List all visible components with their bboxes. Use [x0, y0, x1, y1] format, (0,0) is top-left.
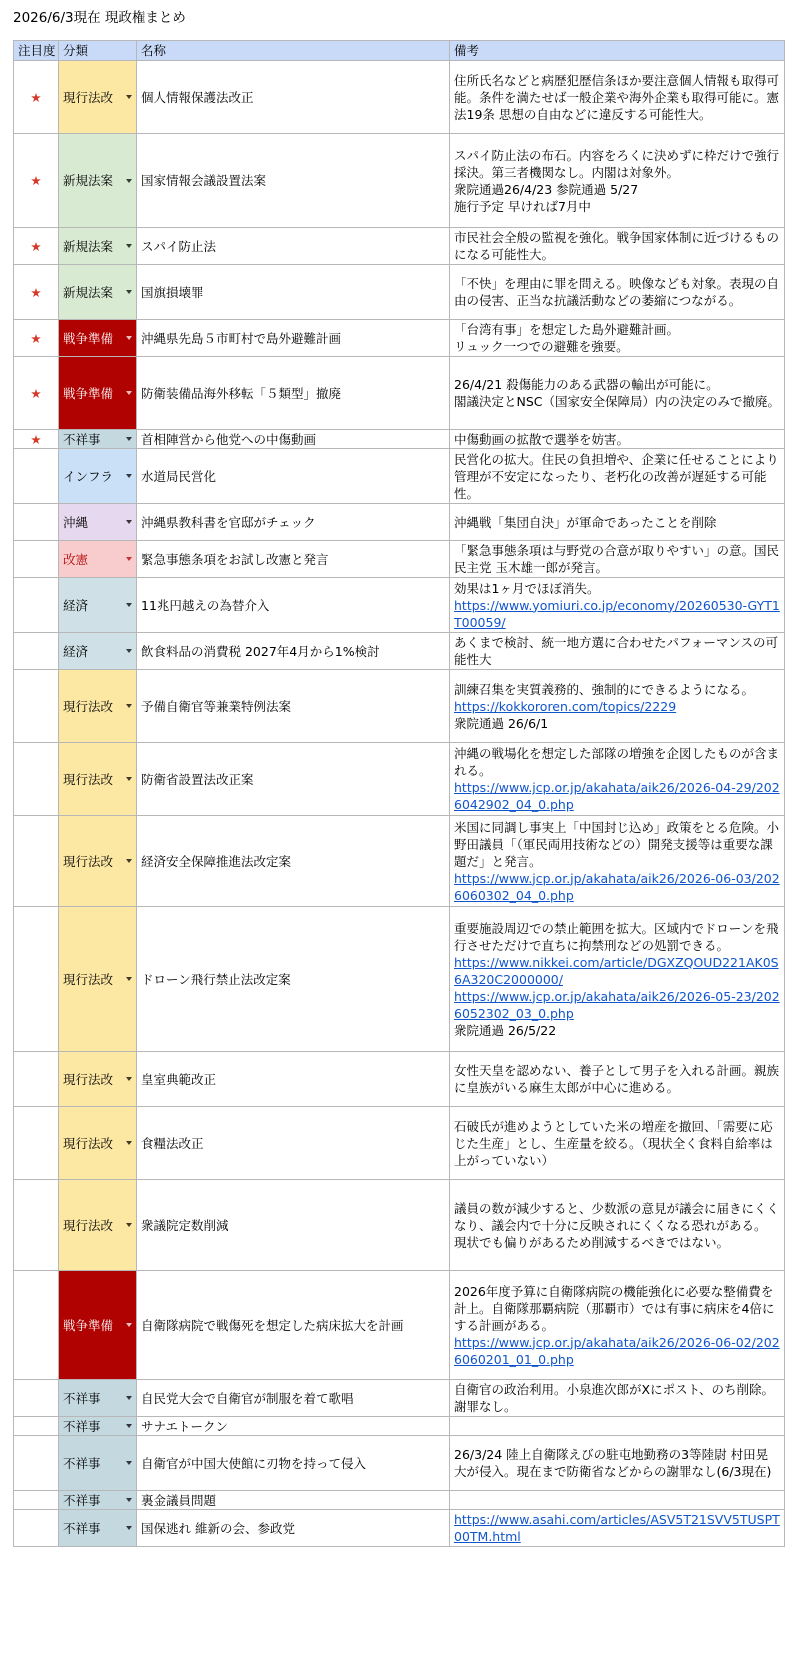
attention-star-icon[interactable]: ★: [14, 61, 59, 134]
note-text: 閣議決定とNSC（国家安全保障局）内の決定のみで撤廃。: [454, 394, 781, 409]
attention-star-icon[interactable]: [14, 1510, 59, 1547]
item-name-cell[interactable]: スパイ防止法: [137, 228, 450, 265]
item-name-cell[interactable]: 沖縄県教科書を官邸がチェック: [137, 504, 450, 541]
dropdown-arrow-icon[interactable]: [126, 474, 132, 478]
category-label: 現行法改: [63, 1217, 114, 1233]
note-text: 効果は1ヶ月でほぼ消失。: [454, 580, 600, 596]
notes-cell[interactable]: [450, 61, 785, 134]
category-label: 沖縄: [63, 514, 89, 530]
dropdown-arrow-icon[interactable]: [126, 437, 132, 441]
category-dropdown[interactable]: [59, 1180, 137, 1271]
page-title: 2026/6/3現在 現政権まとめ: [13, 10, 186, 26]
item-name-cell[interactable]: 食糧法改正: [137, 1107, 450, 1180]
note-text: 議員の数が減少すると、少数派の意見が議会に届きにくくなり、議会内で十分に反映されにくくなる恐れがある。: [454, 1200, 780, 1233]
table-row: [14, 1380, 785, 1417]
attention-star-icon[interactable]: ★: [14, 357, 59, 430]
note-text: 「台湾有事」を想定した島外避難計画。: [454, 322, 680, 337]
category-dropdown[interactable]: [59, 430, 137, 449]
note-text: 民営化の拡大。住民の負担増や、企業に任せることにより管理が不安定になったり、老朽化の改善が遅延する可能性。: [454, 451, 779, 501]
table-row: [14, 1180, 785, 1271]
note-text: 沖縄の戦場化を想定した部隊の増強を企図したものが含まれる。: [454, 746, 780, 778]
header-name[interactable]: 名称: [137, 41, 450, 61]
notes-cell[interactable]: [450, 1107, 785, 1180]
item-name-cell[interactable]: 水道局民営化: [137, 449, 450, 504]
category-dropdown[interactable]: [59, 816, 137, 907]
category-label: 戦争準備: [63, 385, 114, 401]
note-text: スパイ防止法の布石。内容をろくに決めずに枠だけで強行採決。第三者機関なし。内閣は対象外。: [454, 147, 780, 180]
category-dropdown[interactable]: [59, 134, 137, 228]
notes-cell[interactable]: [450, 504, 785, 541]
category-dropdown[interactable]: [59, 320, 137, 357]
table-row: [14, 504, 785, 541]
table-row: [14, 1491, 785, 1510]
table-row: [14, 578, 785, 633]
attention-star-icon[interactable]: [14, 743, 59, 816]
table-row: [14, 61, 785, 134]
attention-star-icon[interactable]: [14, 816, 59, 907]
category-dropdown[interactable]: [59, 449, 137, 504]
dropdown-arrow-icon[interactable]: [126, 1141, 132, 1145]
table-row: [14, 907, 785, 1052]
notes-cell[interactable]: [450, 1510, 785, 1547]
note-link[interactable]: https://www.asahi.com/articles/ASV5T21SVV5TUSPT00TM.html: [454, 1512, 780, 1544]
item-name-cell[interactable]: サナエトークン: [137, 1417, 450, 1436]
item-name-cell[interactable]: 経済安全保障推進法改定案: [137, 816, 450, 907]
category-dropdown[interactable]: [59, 578, 137, 633]
category-label: 不祥事: [63, 1390, 101, 1406]
dropdown-arrow-icon[interactable]: [126, 1498, 132, 1502]
category-label: 現行法改: [63, 853, 114, 869]
attention-star-icon[interactable]: [14, 504, 59, 541]
notes-cell[interactable]: [450, 1052, 785, 1107]
table-row: [14, 228, 785, 265]
table-row: [14, 1510, 785, 1547]
category-label: 不祥事: [63, 1455, 101, 1471]
category-label: 現行法改: [63, 698, 114, 714]
table-row: [14, 265, 785, 320]
item-name-cell[interactable]: 飲食料品の消費税 2027年4月から1%検討: [137, 633, 450, 670]
category-label: 不祥事: [63, 1492, 101, 1508]
note-text: 市民社会全般の監視を強化。戦争国家体制に近づけるものになる可能性大。: [454, 230, 780, 262]
attention-star-icon[interactable]: [14, 1491, 59, 1510]
attention-star-icon[interactable]: [14, 449, 59, 504]
header-row: [14, 41, 785, 61]
header-notes[interactable]: 備考: [450, 41, 785, 61]
category-label: 新規法案: [63, 173, 114, 188]
note-link[interactable]: https://kokkororen.com/topics/2229: [454, 698, 677, 714]
attention-star-icon[interactable]: [14, 907, 59, 1052]
item-name-cell[interactable]: 緊急事態条項をお試し改憲と発言: [137, 541, 450, 578]
note-link[interactable]: https://www.nikkei.com/article/DGXZQOUD221AK0S6A320C2000000/: [454, 954, 779, 987]
attention-star-icon[interactable]: [14, 1271, 59, 1380]
attention-star-icon[interactable]: [14, 1052, 59, 1107]
note-link[interactable]: https://www.yomiuri.co.jp/economy/20260530-GYT1T00059/: [454, 597, 780, 630]
attention-star-icon[interactable]: [14, 633, 59, 670]
note-text: 重要施設周辺での禁止範囲を拡大。区域内でドローンを飛行させただけで直ちに拘禁刑などの処罰できる。: [454, 920, 779, 953]
note-link[interactable]: https://www.jcp.or.jp/akahata/aik26/2026-06-03/2026060302_04_0.php: [454, 870, 780, 903]
category-dropdown[interactable]: [59, 504, 137, 541]
dropdown-arrow-icon[interactable]: [126, 520, 132, 524]
note-text: 現状でも偏りがあるため削減するべきではない。: [454, 1234, 730, 1250]
dropdown-arrow-icon[interactable]: [126, 977, 132, 981]
table-row: [14, 816, 785, 907]
dropdown-arrow-icon[interactable]: [126, 1461, 132, 1465]
category-dropdown[interactable]: [59, 541, 137, 578]
table-row: [14, 320, 785, 357]
item-name-cell[interactable]: ドローン飛行禁止法改定案: [137, 907, 450, 1052]
notes-cell[interactable]: [450, 228, 785, 265]
category-label: 戦争準備: [63, 330, 114, 346]
item-name-cell[interactable]: 沖縄県先島５市町村で島外避難計画: [137, 320, 450, 357]
dropdown-arrow-icon[interactable]: [126, 557, 132, 561]
notes-cell[interactable]: [450, 670, 785, 743]
item-name-cell[interactable]: 11兆円越えの為替介入: [137, 578, 450, 633]
dropdown-arrow-icon[interactable]: [126, 391, 132, 395]
note-text: リュック一つでの避難を強要。: [454, 339, 629, 354]
table-row: [14, 430, 785, 449]
item-name-cell[interactable]: 個人情報保護法改正: [137, 61, 450, 134]
dropdown-arrow-icon[interactable]: [126, 95, 132, 99]
note-text: 沖縄戦「集団自決」が軍命であったことを削除: [454, 514, 717, 530]
note-text: 26/4/21 殺傷能力のある武器の輸出が可能に。: [454, 377, 719, 392]
category-dropdown[interactable]: [59, 1510, 137, 1547]
category-label: 現行法改: [63, 89, 114, 105]
table-row: [14, 743, 785, 816]
note-text: 「不快」を理由に罪を問える。映像なども対象。表現の自由の侵害、正当な抗議活動などの萎縮につながる。: [454, 276, 780, 308]
category-dropdown[interactable]: [59, 1380, 137, 1417]
attention-star-icon[interactable]: [14, 670, 59, 743]
dropdown-arrow-icon[interactable]: [126, 777, 132, 781]
note-text: 石破氏が進めようとしていた米の増産を撤回、「需要に応じた生産」とし、生産量を絞る。（現状全く食料自給率は上がっていない）: [454, 1118, 773, 1168]
notes-cell[interactable]: [450, 633, 785, 670]
category-dropdown[interactable]: [59, 907, 137, 1052]
notes-cell[interactable]: [450, 134, 785, 228]
table-body: [14, 61, 785, 1547]
summary-table: [13, 40, 785, 1547]
category-dropdown[interactable]: [59, 670, 137, 743]
category-dropdown[interactable]: [59, 743, 137, 816]
notes-cell[interactable]: [450, 1380, 785, 1417]
notes-cell[interactable]: [450, 1180, 785, 1271]
note-text: 施行予定 早ければ7月中: [454, 198, 591, 214]
note-text: 衆院通過 26/6/1: [454, 715, 549, 731]
note-text: 自衛官の政治利用。小泉進次郎がXにポスト、のち削除。謝罪なし。: [454, 1382, 774, 1414]
category-dropdown[interactable]: [59, 1107, 137, 1180]
category-label: 不祥事: [63, 1520, 101, 1536]
notes-cell[interactable]: [450, 357, 785, 430]
table-row: [14, 1052, 785, 1107]
category-dropdown[interactable]: [59, 1491, 137, 1510]
table-row: [14, 134, 785, 228]
item-name-cell[interactable]: 自衛隊病院で戦傷死を想定した病床拡大を計画: [137, 1271, 450, 1380]
table-row: [14, 1417, 785, 1436]
notes-cell[interactable]: [450, 907, 785, 1052]
table-row: [14, 357, 785, 430]
category-dropdown[interactable]: [59, 61, 137, 134]
notes-cell[interactable]: [450, 430, 785, 449]
item-name-cell[interactable]: 防衛装備品海外移転「５類型」撤廃: [137, 357, 450, 430]
notes-cell[interactable]: [450, 743, 785, 816]
table-row: [14, 541, 785, 578]
item-name-cell[interactable]: 予備自衛官等兼業特例法案: [137, 670, 450, 743]
note-text: 女性天皇を認めない、養子として男子を入れる計画。親族に皇族がいる麻生太郎が中心に進める。: [454, 1063, 780, 1095]
item-name-cell[interactable]: 首相陣営から他党への中傷動画: [137, 430, 450, 449]
category-label: 新規法案: [63, 238, 114, 254]
table-row: [14, 1436, 785, 1491]
category-label: 改憲: [63, 551, 89, 567]
item-name-cell[interactable]: 裏金議員問題: [137, 1491, 450, 1510]
category-dropdown[interactable]: [59, 633, 137, 670]
category-dropdown[interactable]: [59, 228, 137, 265]
dropdown-arrow-icon[interactable]: [126, 859, 132, 863]
attention-star-icon[interactable]: [14, 541, 59, 578]
dropdown-arrow-icon[interactable]: [126, 1077, 132, 1081]
note-link[interactable]: https://www.jcp.or.jp/akahata/aik26/2026-05-23/2026052302_03_0.php: [454, 988, 780, 1021]
dropdown-arrow-icon[interactable]: [126, 649, 132, 653]
attention-star-icon[interactable]: ★: [14, 265, 59, 320]
dropdown-arrow-icon[interactable]: [126, 1526, 132, 1530]
table-row: [14, 633, 785, 670]
dropdown-arrow-icon[interactable]: [126, 290, 132, 294]
dropdown-arrow-icon[interactable]: [126, 1424, 132, 1428]
table-row: [14, 1271, 785, 1380]
category-dropdown[interactable]: [59, 357, 137, 430]
table-row: [14, 670, 785, 743]
attention-star-icon[interactable]: [14, 1436, 59, 1491]
note-text: 「緊急事態条項は与野党の合意が取りやすい」の意。国民民主党 玉木雄一郎が発言。: [454, 543, 780, 575]
category-label: 経済: [63, 643, 89, 659]
attention-star-icon[interactable]: ★: [14, 430, 59, 449]
category-label: 現行法改: [63, 771, 114, 787]
category-label: 現行法改: [63, 971, 114, 987]
item-name-cell[interactable]: 皇室典範改正: [137, 1052, 450, 1107]
notes-cell[interactable]: [450, 541, 785, 578]
table-row: [14, 449, 785, 504]
attention-star-icon[interactable]: ★: [14, 134, 59, 228]
attention-star-icon[interactable]: [14, 1417, 59, 1436]
category-dropdown[interactable]: [59, 1417, 137, 1436]
item-name-cell[interactable]: 国家情報会議設置法案: [137, 134, 450, 228]
header-category[interactable]: 分類: [59, 41, 137, 61]
item-name-cell[interactable]: 自衛官が中国大使館に刃物を持って侵入: [137, 1436, 450, 1491]
attention-star-icon[interactable]: [14, 578, 59, 633]
item-name-cell[interactable]: 防衛省設置法改正案: [137, 743, 450, 816]
category-dropdown[interactable]: [59, 1436, 137, 1491]
dropdown-arrow-icon[interactable]: [126, 244, 132, 248]
dropdown-arrow-icon[interactable]: [126, 179, 132, 183]
dropdown-arrow-icon[interactable]: [126, 1223, 132, 1227]
notes-cell[interactable]: [450, 816, 785, 907]
item-name-cell[interactable]: 国保逃れ 維新の会、参政党: [137, 1510, 450, 1547]
notes-cell[interactable]: [450, 1436, 785, 1491]
note-text: 住所氏名などと病歴犯歴信条ほか要注意個人情報も取得可能。条件を満たせば一般企業や海外企業も取得可能に。憲法19条 思想の自由などに違反する可能性大。: [454, 72, 780, 122]
category-label: 不祥事: [63, 431, 101, 447]
notes-cell[interactable]: [450, 1417, 785, 1436]
attention-star-icon[interactable]: [14, 1180, 59, 1271]
category-label: 経済: [63, 597, 89, 613]
category-label: 現行法改: [63, 1135, 114, 1151]
notes-cell[interactable]: [450, 578, 785, 633]
item-name-cell[interactable]: 国旗損壊罪: [137, 265, 450, 320]
note-text: 衆院通過26/4/23 参院通過 5/27: [454, 181, 639, 197]
notes-cell[interactable]: [450, 320, 785, 357]
note-text: 衆院通過 26/5/22: [454, 1022, 557, 1038]
category-dropdown[interactable]: [59, 1271, 137, 1380]
category-label: 不祥事: [63, 1418, 101, 1434]
dropdown-arrow-icon[interactable]: [126, 1396, 132, 1400]
dropdown-arrow-icon[interactable]: [126, 704, 132, 708]
category-label: 戦争準備: [63, 1317, 114, 1333]
dropdown-arrow-icon[interactable]: [126, 1323, 132, 1327]
note-link[interactable]: https://www.jcp.or.jp/akahata/aik26/2026-06-02/2026060201_01_0.php: [454, 1334, 780, 1367]
notes-cell[interactable]: [450, 265, 785, 320]
note-text: 中傷動画の拡散で選挙を妨害。: [454, 431, 630, 447]
table-row: [14, 1107, 785, 1180]
attention-star-icon[interactable]: ★: [14, 228, 59, 265]
note-text: 米国に同調し事実上「中国封じ込め」政策をとる危険。小野田議員「（軍民両用技術などの）開発支援等は重要な課題だ」と発言。: [454, 819, 780, 869]
category-dropdown[interactable]: [59, 1052, 137, 1107]
category-label: 現行法改: [63, 1071, 114, 1087]
dropdown-arrow-icon[interactable]: [126, 603, 132, 607]
category-dropdown[interactable]: [59, 265, 137, 320]
dropdown-arrow-icon[interactable]: [126, 336, 132, 340]
note-text: 26/3/24 陸上自衛隊えびの駐屯地勤務の3等陸尉 村田晃大が侵入。現在まで防衛省などからの謝罪なし(6/3現在): [454, 1447, 772, 1479]
notes-cell[interactable]: [450, 449, 785, 504]
note-text: あくまで検討、統一地方選に合わせたパフォーマンスの可能性大: [454, 635, 779, 667]
attention-star-icon[interactable]: ★: [14, 320, 59, 357]
item-name-cell[interactable]: 衆議院定数削減: [137, 1180, 450, 1271]
notes-cell[interactable]: [450, 1491, 785, 1510]
category-label: 新規法案: [63, 284, 114, 300]
attention-star-icon[interactable]: [14, 1107, 59, 1180]
notes-cell[interactable]: [450, 1271, 785, 1380]
note-text: 2026年度予算に自衛隊病院の機能強化に必要な整備費を計上。自衛隊那覇病院（那覇市）では有事に病床を4倍にする計画がある。: [454, 1283, 775, 1333]
item-name-cell[interactable]: 自民党大会で自衛官が制服を着て歌唱: [137, 1380, 450, 1417]
note-link[interactable]: https://www.jcp.or.jp/akahata/aik26/2026-04-29/2026042902_04_0.php: [454, 780, 780, 812]
category-label: インフラ: [63, 468, 114, 484]
header-attention[interactable]: 注目度: [14, 41, 59, 61]
attention-star-icon[interactable]: [14, 1380, 59, 1417]
note-text: 訓練召集を実質義務的、強制的にできるようになる。: [454, 681, 755, 697]
